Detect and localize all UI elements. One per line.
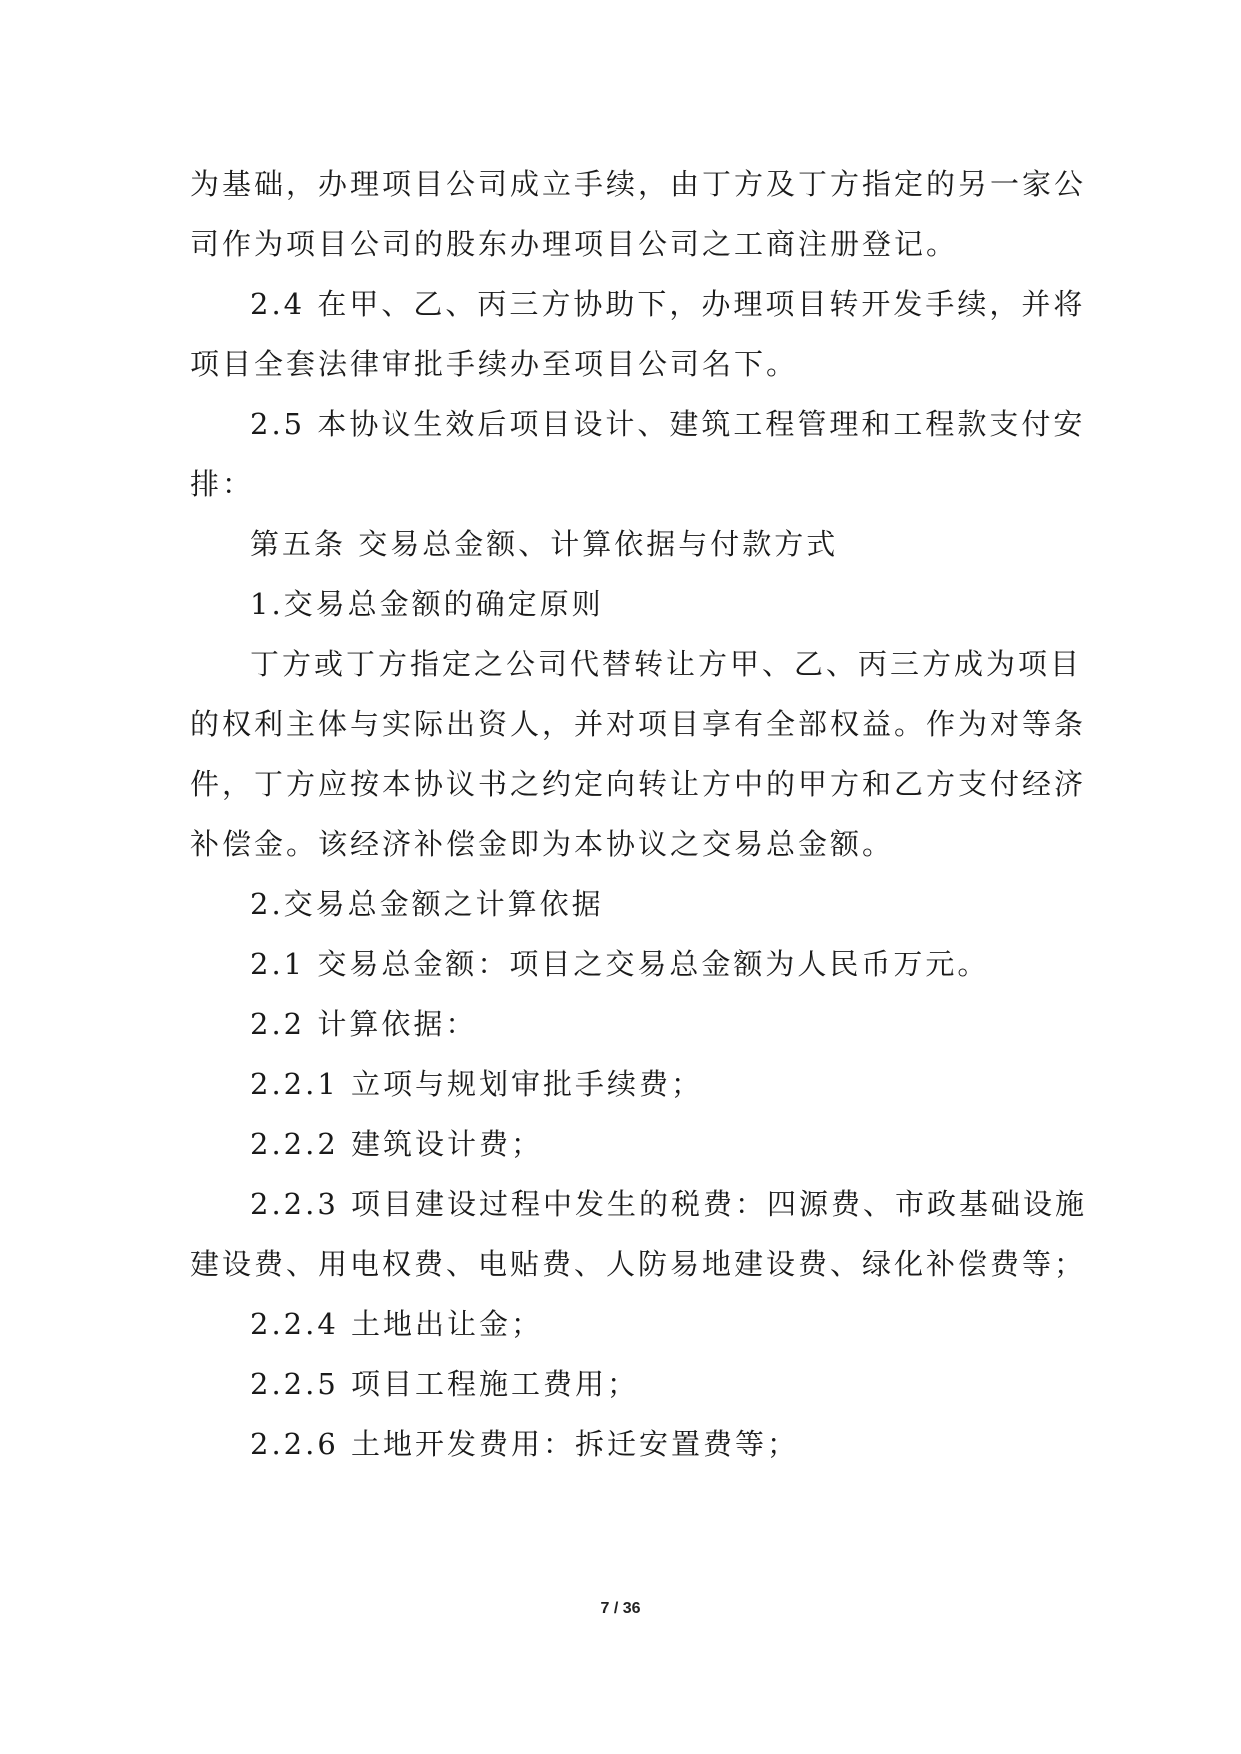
text-line: 2.2.4 土地出让金； [250,1307,544,1341]
text-line: 2.2.3 项目建设过程中发生的税费：四源费、市政基础设施 [250,1187,1088,1221]
text-line: 补偿金。该经济补偿金即为本协议之交易总金额。 [190,827,895,861]
text-line: 2.2.1 立项与规划审批手续费； [250,1067,704,1101]
text-line: 2.2.2 建筑设计费； [250,1127,544,1161]
text-line: 2.2 计算依据： [250,1007,478,1041]
text-line: 第五条 交易总金额、计算依据与付款方式 [250,527,839,561]
text-line: 丁方或丁方指定之公司代替转让方甲、乙、丙三方成为项目 [250,647,1083,681]
document-body [190,154,1088,1474]
text-line: 司作为项目公司的股东办理项目公司之工商注册登记。 [190,227,959,261]
text-line: 为基础，办理项目公司成立手续，由丁方及丁方指定的另一家公 [190,167,1087,201]
text-line: 2.1 交易总金额：项目之交易总金额为人民币万元。 [250,947,990,981]
text-line: 2.2.5 项目工程施工费用； [250,1367,640,1401]
text-line: 项目全套法律审批手续办至项目公司名下。 [190,347,799,381]
page-number: 7 / 36 [600,1600,641,1617]
text-line: 2.5 本协议生效后项目设计、建筑工程管理和工程款支付安 [250,407,1086,441]
text-line: 1.交易总金额的确定原则 [250,587,604,621]
text-line: 2.4 在甲、乙、丙三方协助下，办理项目转开发手续，并将 [250,287,1086,321]
text-line: 排： [190,467,255,501]
text-line: 建设费、用电权费、电贴费、人防易地建设费、绿化补偿费等； [190,1247,1087,1281]
text-line: 的权利主体与实际出资人，并对项目享有全部权益。作为对等条 [190,707,1087,741]
text-line: 件，丁方应按本协议书之约定向转让方中的甲方和乙方支付经济 [190,767,1087,801]
text-line: 2.交易总金额之计算依据 [250,887,604,921]
text-line: 2.2.6 土地开发费用：拆迁安置费等； [250,1427,800,1461]
